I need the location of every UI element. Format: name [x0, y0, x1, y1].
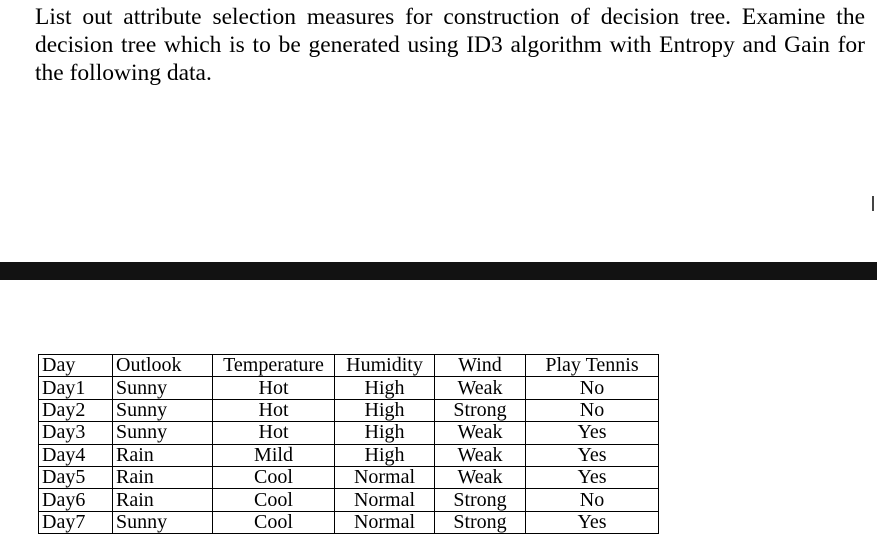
cell-humidity: Normal [335, 466, 435, 488]
cell-play-tennis: Yes [526, 444, 659, 466]
cell-temperature: Hot [213, 422, 335, 444]
cell-outlook: Sunny [113, 399, 213, 421]
table-row [39, 511, 659, 533]
cell-play-tennis: Yes [526, 422, 659, 444]
cell-day: Day2 [39, 399, 113, 421]
cell-play-tennis: Yes [526, 466, 659, 488]
cell-wind: Strong [435, 399, 526, 421]
play-tennis-table [38, 354, 659, 534]
cell-humidity: High [335, 377, 435, 399]
table-row [39, 399, 659, 421]
cell-play-tennis: Yes [526, 511, 659, 533]
cell-temperature: Hot [213, 399, 335, 421]
cell-wind: Weak [435, 466, 526, 488]
cell-temperature: Cool [213, 511, 335, 533]
table-row [39, 466, 659, 488]
cell-play-tennis: No [526, 377, 659, 399]
cell-outlook: Sunny [113, 422, 213, 444]
cell-humidity: Normal [335, 511, 435, 533]
cell-outlook: Rain [113, 466, 213, 488]
table-row [39, 444, 659, 466]
cell-outlook: Rain [113, 489, 213, 511]
question-text: List out attribute selection measures for construction of decision tree. Examine the decision tree which is to be generated using ID3 algorithm with Entropy and Gain for the following data. [35, 4, 865, 86]
cell-humidity: High [335, 399, 435, 421]
header-outlook: Outlook [113, 355, 213, 377]
header-play-tennis: Play Tennis [526, 355, 659, 377]
cell-temperature: Cool [213, 489, 335, 511]
cell-day: Day7 [39, 511, 113, 533]
edge-mark [872, 196, 874, 211]
cell-wind: Strong [435, 489, 526, 511]
cell-day: Day4 [39, 444, 113, 466]
table-row [39, 377, 659, 399]
cell-day: Day1 [39, 377, 113, 399]
cell-wind: Weak [435, 422, 526, 444]
header-temperature: Temperature [213, 355, 335, 377]
cell-outlook: Rain [113, 444, 213, 466]
cell-humidity: High [335, 444, 435, 466]
cell-wind: Weak [435, 377, 526, 399]
cell-day: Day3 [39, 422, 113, 444]
table-row [39, 422, 659, 444]
cell-play-tennis: No [526, 399, 659, 421]
cell-temperature: Mild [213, 444, 335, 466]
cell-day: Day6 [39, 489, 113, 511]
table-header-row [39, 355, 659, 377]
cell-wind: Strong [435, 511, 526, 533]
cell-outlook: Sunny [113, 377, 213, 399]
cell-temperature: Hot [213, 377, 335, 399]
cell-temperature: Cool [213, 466, 335, 488]
section-divider-bar [0, 262, 877, 280]
cell-humidity: Normal [335, 489, 435, 511]
cell-day: Day5 [39, 466, 113, 488]
header-day: Day [39, 355, 113, 377]
cell-humidity: High [335, 422, 435, 444]
cell-outlook: Sunny [113, 511, 213, 533]
table-row [39, 489, 659, 511]
cell-wind: Weak [435, 444, 526, 466]
header-humidity: Humidity [335, 355, 435, 377]
header-wind: Wind [435, 355, 526, 377]
cell-play-tennis: No [526, 489, 659, 511]
